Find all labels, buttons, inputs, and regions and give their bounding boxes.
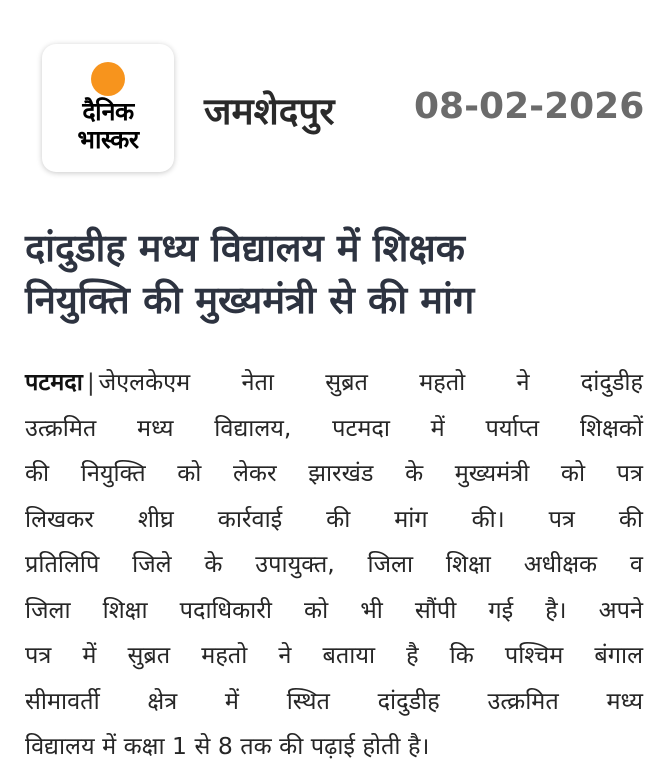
brand-logo [42,44,174,172]
headline-line-2: नियुक्ति की मुख्यमंत्री से की मांग [25,278,475,322]
logo-text-line2: भास्कर [77,125,139,154]
logo-sun-dot [91,62,125,96]
article-headline [25,222,645,326]
body-line-8: सीमावर्ती क्षेत्र में स्थित दांदुडीह उत्क्रमित मध्य [25,686,643,715]
logo-text-line1: दैनिक [82,97,134,126]
edition-city: जमशेदपुर [204,90,335,133]
body-line-1 [25,360,643,406]
body-line-9: विद्यालय में कक्षा 1 से 8 तक की पढ़ाई होती है। [25,732,430,760]
body-line-7: पत्र में सुब्रत महतो ने बताया है कि पश्चिम बंगाल [25,641,643,669]
article-body [25,360,643,770]
body-line-1-text: जेएलकेएम नेता सुब्रत महतो ने दांदुडीह [98,368,643,396]
article-dateline: पटमदा [25,368,83,396]
body-line-2: उत्क्रमित मध्य विद्यालय, पटमदा में पर्याप्त शिक्षकों [25,413,643,442]
body-line-5: प्रतिलिपि जिले के उपायुक्त, जिला शिक्षा अधीक्षक व [25,550,643,578]
body-line-4: लिखकर शीघ्र कार्रवाई की मांग की। पत्र की [25,504,643,533]
body-line-6: जिला शिक्षा पदाधिकारी को भी सौंपी गई है। अपने [25,595,643,624]
edition-date: 08-02-2026 [414,86,645,127]
body-line-3: की नियुक्ति को लेकर झारखंड के मुख्यमंत्री को पत्र [25,459,643,487]
headline-line-1: दांदुडीह मध्य विद्यालय में शिक्षक [25,226,465,270]
dateline-separator: | [86,368,95,396]
